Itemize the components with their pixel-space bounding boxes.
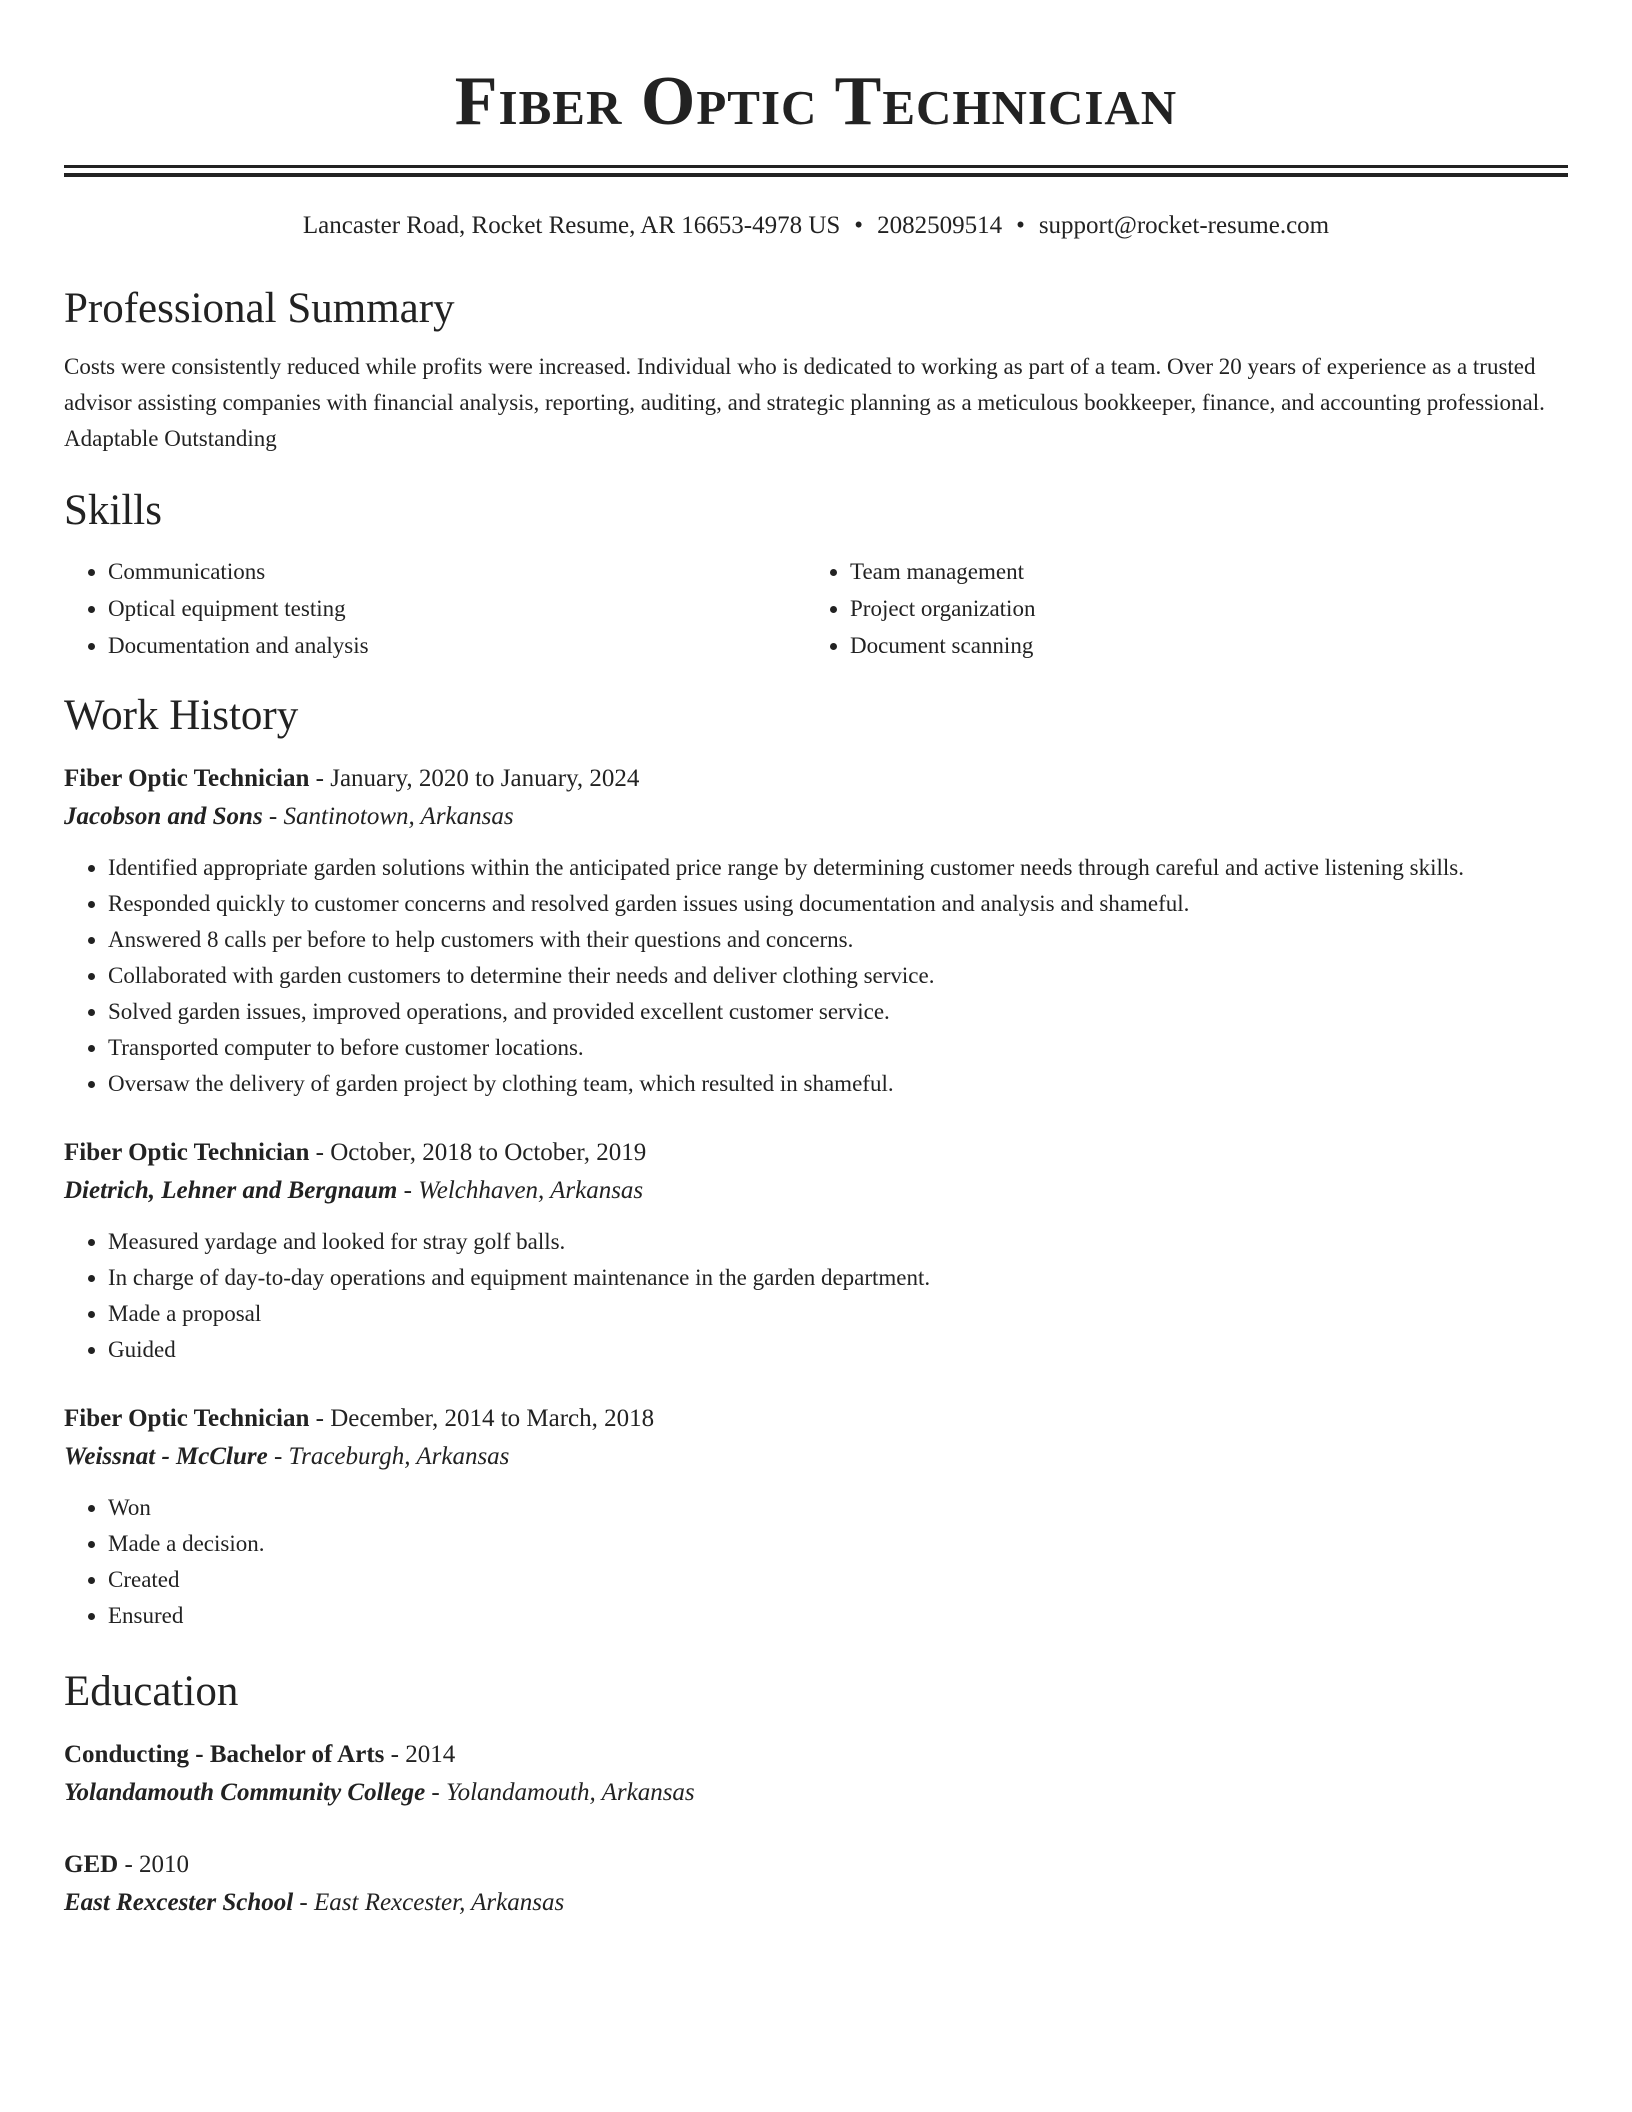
education-school: Yolandamouth Community College: [64, 1779, 426, 1806]
skill-item: • Project organization: [850, 590, 1548, 627]
education-entry: [64, 1846, 1568, 1922]
skill-item: • Team management: [850, 553, 1548, 590]
contact-separator: •: [854, 212, 864, 239]
duty-item: • Ensured: [108, 1598, 1568, 1634]
duty-item: • Won: [108, 1490, 1568, 1526]
job-position: Fiber Optic Technician: [64, 1405, 310, 1432]
education-year: - 2010: [118, 1851, 190, 1878]
education-school: East Rexcester School: [64, 1889, 294, 1916]
summary-text: Costs were consistently reduced while profits were increased. Individual who is dedicated to working as part of a team. Over 20 years of experience as a trusted advisor assisting companies with financial analysis, reporting, auditing, and strategic planning as a meticulous bookkeeper, finance, and accounting professional. Adaptable Outstanding: [64, 354, 1545, 451]
job-duties: [64, 1224, 1568, 1368]
job-position: Fiber Optic Technician: [64, 1139, 310, 1166]
duty-item: • Answered 8 calls per before to help customers with their questions and concerns.: [108, 922, 1568, 958]
job-company: Dietrich, Lehner and Bergnaum: [64, 1177, 398, 1204]
contact-phone: 2082509514: [877, 212, 1003, 239]
job-dates: - January, 2020 to January, 2024: [309, 765, 640, 792]
education-degree: GED: [64, 1851, 119, 1878]
duty-item: • Made a decision.: [108, 1526, 1568, 1562]
job-header: [64, 1400, 1568, 1438]
job-entry: [64, 760, 1568, 1102]
skills-column-left: [64, 553, 806, 664]
education-header: [64, 1736, 1568, 1774]
job-location: - Traceburgh, Arkansas: [267, 1443, 510, 1470]
job-dates: - December, 2014 to March, 2018: [309, 1405, 655, 1432]
job-company-line: [64, 1438, 1568, 1476]
education-location: - Yolandamouth, Arkansas: [425, 1779, 695, 1806]
job-header: [64, 1134, 1568, 1172]
contact-line: [64, 209, 1568, 243]
job-location: - Welchhaven, Arkansas: [397, 1177, 644, 1204]
education-degree: Conducting - Bachelor of Arts: [64, 1741, 385, 1768]
job-duties: [64, 850, 1568, 1102]
job-dates: - October, 2018 to October, 2019: [309, 1139, 647, 1166]
education-school-line: [64, 1884, 1568, 1922]
skills-heading: Skills: [64, 487, 162, 534]
job-company: Jacobson and Sons: [64, 803, 263, 830]
contact-email: support@rocket-resume.com: [1038, 212, 1330, 239]
job-entry: [64, 1134, 1568, 1368]
job-duties: [64, 1490, 1568, 1634]
header-rule-bottom: [64, 173, 1568, 177]
duty-item: • Transported computer to before customer locations.: [108, 1030, 1568, 1066]
job-company-line: [64, 1172, 1568, 1210]
duty-item: • Solved garden issues, improved operations, and provided excellent customer service.: [108, 994, 1568, 1030]
job-company-line: [64, 798, 1568, 836]
education-entry: [64, 1736, 1568, 1812]
education-school-line: [64, 1774, 1568, 1812]
education-heading: Education: [64, 1668, 239, 1715]
job-location: - Santinotown, Arkansas: [262, 803, 514, 830]
duty-item: • Collaborated with garden customers to determine their needs and deliver clothing service.: [108, 958, 1568, 994]
skill-item: • Document scanning: [850, 627, 1548, 664]
skills-column-right: [806, 553, 1548, 664]
education-header: [64, 1846, 1568, 1884]
education-year: - 2014: [384, 1741, 456, 1768]
header-rule-top: [64, 165, 1568, 168]
skills-list: [64, 553, 1568, 664]
duty-item: • Oversaw the delivery of garden project by clothing team, which resulted in shameful.: [108, 1066, 1568, 1102]
education-location: - East Rexcester, Arkansas: [293, 1889, 565, 1916]
summary-heading: Professional Summary: [64, 285, 455, 332]
duty-item: • Created: [108, 1562, 1568, 1598]
duty-item: • Made a proposal: [108, 1296, 1568, 1332]
work-history-heading: Work History: [64, 692, 299, 739]
duty-item: • Guided: [108, 1332, 1568, 1368]
contact-address: Lancaster Road, Rocket Resume, AR 16653-4978 US: [302, 212, 841, 239]
duty-item: • Responded quickly to customer concerns and resolved garden issues using documentation and analysis and shameful.: [108, 886, 1568, 922]
skill-item: • Communications: [108, 553, 806, 590]
skill-item: • Documentation and analysis: [108, 627, 806, 664]
job-company: Weissnat - McClure: [64, 1443, 268, 1470]
skill-item: • Optical equipment testing: [108, 590, 806, 627]
job-entry: [64, 1400, 1568, 1634]
job-header: [64, 760, 1568, 798]
job-position: Fiber Optic Technician: [64, 765, 310, 792]
duty-item: • In charge of day-to-day operations and equipment maintenance in the garden department.: [108, 1260, 1568, 1296]
resume-name: Fiber Optic Technician: [454, 63, 1178, 140]
duty-item: • Identified appropriate garden solutions within the anticipated price range by determining customer needs through careful and active listening skills.: [108, 850, 1568, 886]
duty-item: • Measured yardage and looked for stray golf balls.: [108, 1224, 1568, 1260]
contact-separator: •: [1016, 212, 1025, 239]
